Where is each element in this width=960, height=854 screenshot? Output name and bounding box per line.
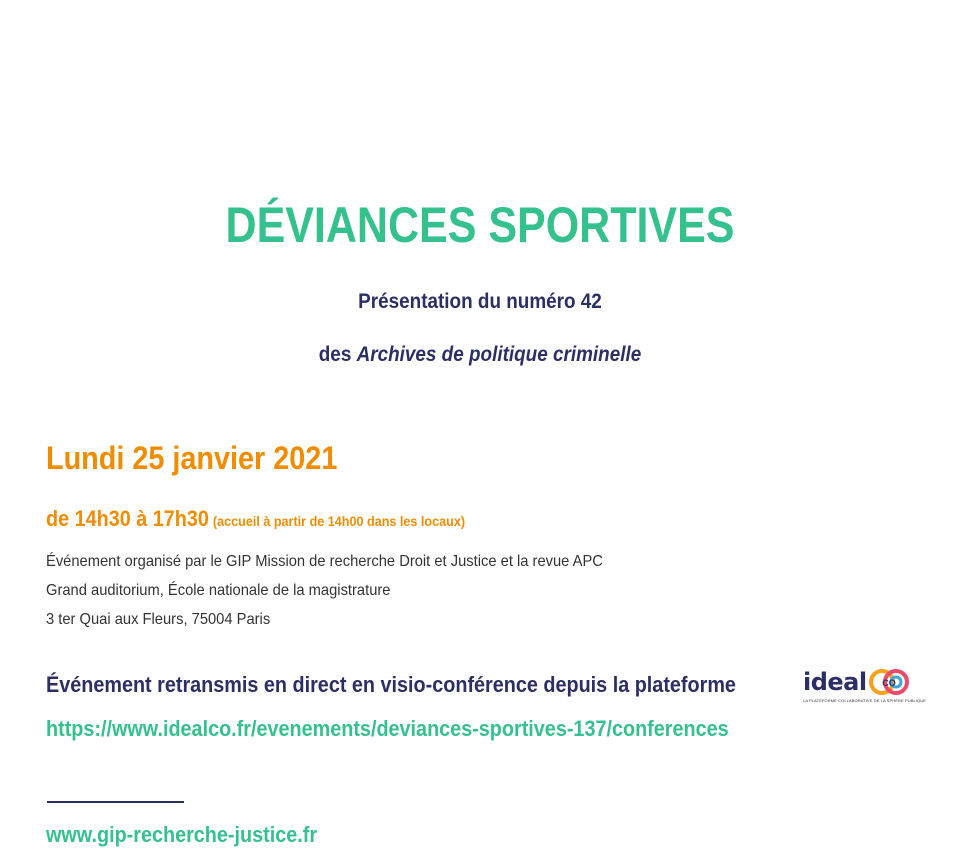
event-address: 3 ter Quai aux Fleurs, 75004 Paris [46, 611, 271, 628]
logo-tagline: LA PLATEFORME COLLABORATIVE DE LA SPHÈRE PUBLIQUE [803, 698, 927, 703]
event-time-note: (accueil à partir de 14h00 dans les locaux) [212, 513, 466, 529]
divider [47, 801, 184, 803]
subtitle-line-2 [48, 343, 912, 367]
broadcast-text: Événement retransmis en direct en visio-conférence depuis la plateforme [46, 672, 736, 697]
journal-name: Archives de politique criminelle [356, 343, 642, 366]
event-date: Lundi 25 janvier 2021 [46, 440, 338, 476]
logo-co-text: CO [882, 678, 896, 688]
broadcast-url-link[interactable]: https://www.idealco.fr/evenements/deviances-sportives-137/conferences [46, 716, 729, 741]
website-link[interactable]: www.gip-recherche-justice.fr [46, 822, 318, 847]
event-time-range: de 14h30 à 17h30 [46, 506, 209, 531]
event-title: DÉVIANCES SPORTIVES [225, 197, 735, 253]
event-time [46, 506, 465, 532]
event-venue: Grand auditorium, École nationale de la magistrature [46, 582, 391, 599]
subtitle-line-1: Présentation du numéro 42 [358, 290, 602, 313]
logo-co-icon [869, 668, 911, 698]
subtitle-prefix: des [318, 343, 357, 366]
idealco-logo[interactable] [803, 668, 927, 708]
event-organizer: Événement organisé par le GIP Mission de recherche Droit et Justice et la revue APC [46, 553, 603, 570]
logo-ideal: ideal [803, 668, 867, 696]
logo-word [803, 668, 867, 696]
